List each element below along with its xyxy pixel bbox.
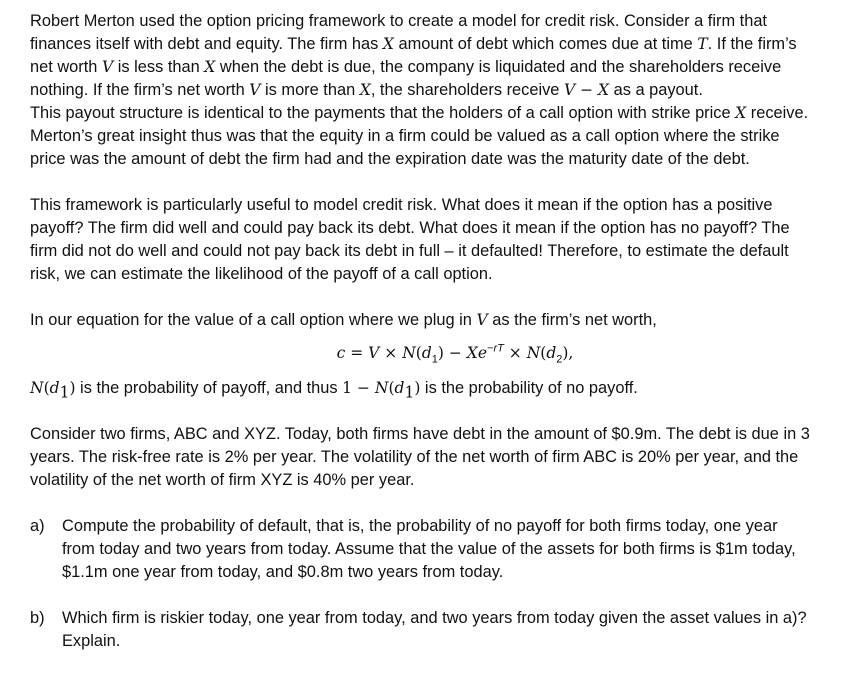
symbol-v-minus-x: V − X [563, 81, 610, 99]
prob-sub-2: 1 [404, 383, 415, 402]
intro-line-6: Merton’s great insight thus was that the equity in a firm could be valued as a call option where the strike [30, 127, 780, 145]
equation-intro-a: In our equation for the value of a call option where we plug in [30, 311, 477, 329]
symbol-x: X [382, 35, 394, 53]
call-option-equation [30, 342, 860, 365]
prob-n: N [30, 379, 44, 397]
symbol-v: V [249, 81, 261, 99]
intro-line-3c: when the debt is due, the company is liquidated and the shareholders receive [215, 58, 782, 76]
firms-line-3: volatility of the net worth of firm XYZ is 40% per year. [30, 471, 415, 489]
prob-sub: 1 [59, 383, 70, 402]
eq-paren-open-2: ( [540, 344, 547, 362]
eq-paren-open-1: ( [415, 344, 422, 362]
spacer [30, 584, 860, 607]
eq-sub-2: 2 [556, 353, 563, 366]
eq-d-1: d [421, 344, 432, 362]
question-a-line-3: $1.1m one year from today, and $0.8m two years from today. [62, 563, 504, 581]
intro-line-2a: finances itself with debt and equity. The firm has [30, 35, 383, 53]
eq-n-1: N [402, 344, 416, 362]
spacer [30, 171, 860, 194]
intro-line-5a: This payout structure is identical to the payments that the holders of a call option with strike price [30, 104, 736, 122]
question-a-text [62, 515, 860, 584]
eq-paren-close-2: ), [562, 344, 574, 362]
eq-exponent: −rT [487, 342, 504, 355]
eq-minus: − [443, 344, 467, 362]
framework-line-2: payoff? The firm did well and could pay back its debt. What does it mean if the option has no payoff? The [30, 219, 790, 237]
question-b [30, 607, 860, 653]
firms-line-1: Consider two firms, ABC and XYZ. Today, both firms have debt in the amount of $0.9m. The debt is due in 3 [30, 425, 810, 443]
prob-d: d [49, 379, 60, 397]
intro-line-7: price was the amount of debt the firm had and the expiration date was the maturity date of the debt. [30, 150, 750, 168]
symbol-x: X [359, 81, 371, 99]
framework-line-4: risk, we can estimate the likelihood of the payoff of a call option. [30, 265, 493, 283]
prob-n-2: N [374, 379, 389, 397]
framework-paragraph [30, 194, 860, 286]
intro-paragraph [30, 10, 860, 171]
eq-e: e [477, 344, 488, 362]
spacer [30, 492, 860, 515]
symbol-v: V [476, 311, 488, 329]
intro-line-4d: as a payout. [609, 81, 703, 99]
spacer [30, 286, 860, 309]
eq-v: V [368, 344, 380, 362]
intro-line-4b: is more than [260, 81, 360, 99]
question-b-marker: b) [30, 609, 45, 627]
prob-one-minus: 1 − [342, 379, 375, 397]
eq-c: c [336, 344, 346, 362]
question-a-marker: a) [30, 517, 45, 535]
eq-d-2: d [546, 344, 557, 362]
eq-x: X [466, 344, 478, 362]
prob-text-a: is the probability of payoff, and thus [75, 379, 343, 397]
question-b-line-1: Which firm is riskier today, one year from today, and two years from today given the asset values in a)? [62, 609, 807, 627]
prob-text-b: is the probability of no payoff. [420, 379, 638, 397]
intro-line-5b: receive. [746, 104, 809, 122]
symbol-v: V [101, 58, 114, 76]
eq-sub-1: 1 [431, 353, 438, 366]
intro-line-2b: amount of debt which comes due at time [393, 35, 698, 53]
question-a-line-2: from today and two years from today. Assume that the value of the assets for both firms is $1m today, [62, 540, 796, 558]
framework-line-1: This framework is particularly useful to model credit risk. What does it mean if the option has a positive [30, 196, 773, 214]
eq-n-2: N [526, 344, 541, 362]
prob-d-2: d [394, 379, 405, 397]
question-a [30, 515, 860, 584]
intro-line-1: Robert Merton used the option pricing framework to create a model for credit risk. Consider a firm that [30, 12, 767, 30]
firms-paragraph [30, 423, 860, 492]
eq-times-2: × [503, 344, 527, 362]
symbol-t: T [697, 35, 708, 53]
framework-line-3: firm did not do well and could not pay back its debt in full – it defaulted! Therefore, to estimate the default [30, 242, 789, 260]
symbol-x: X [204, 58, 216, 76]
intro-line-3a: net worth [30, 58, 102, 76]
question-a-line-1: Compute the probability of default, that is, the probability of no payoff for both firms today, one year [62, 517, 778, 535]
intro-line-4a: nothing. If the firm’s net worth [30, 81, 250, 99]
firms-line-2: years. The risk-free rate is 2% per year. The volatility of the net worth of firm ABC is 20% per year, and the [30, 448, 799, 466]
question-b-line-2: Explain. [62, 632, 121, 650]
equation-intro-b: as the firm’s net worth, [487, 311, 657, 329]
intro-line-4c: , the shareholders receive [370, 81, 564, 99]
eq-times-1: × [379, 344, 403, 362]
eq-paren-close-1: ) [437, 344, 444, 362]
symbol-x: X [735, 104, 747, 122]
probability-line: $N(d_1)$ is the probability of payoff, and thus $1 - N(d_1)$ is the probability of no payoff. [30, 379, 638, 402]
question-b-text [62, 607, 860, 653]
eq-equals: = [345, 344, 369, 362]
document-page [30, 10, 860, 653]
intro-line-3b: is less than [113, 58, 205, 76]
intro-line-2c: . If the firm’s [707, 35, 797, 53]
equation-intro [30, 309, 860, 332]
spacer [30, 400, 860, 423]
